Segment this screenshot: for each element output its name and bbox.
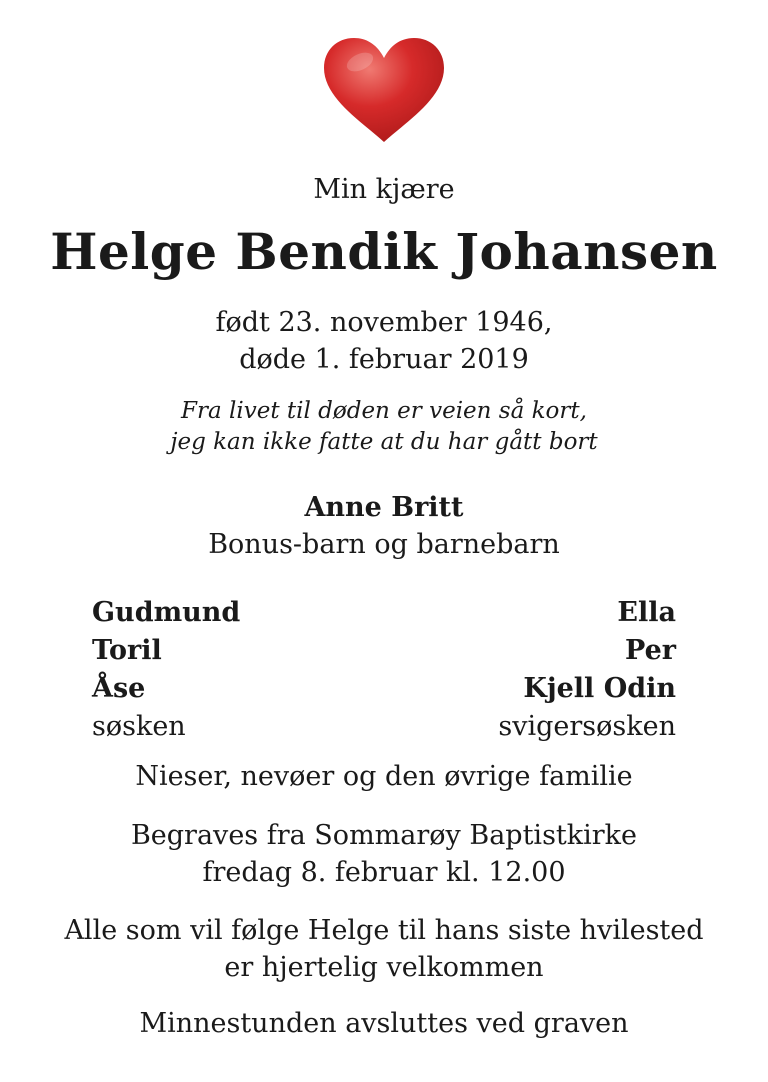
- welcome-line: Alle som vil følge Helge til hans siste hvilested: [64, 915, 704, 946]
- life-dates: [0, 304, 768, 378]
- funeral-info: [0, 817, 768, 891]
- funeral-location: Begraves fra Sommarøy Baptistkirke: [130, 820, 638, 851]
- intro-text: Min kjære: [313, 174, 455, 205]
- in-laws-list: [498, 594, 676, 746]
- deceased-name: Helge Bendik Johansen: [50, 222, 718, 281]
- poem-line: jeg kan ikke fatte at du har gått bort: [170, 429, 598, 455]
- sibling-name: Toril: [92, 635, 162, 666]
- closing-text: Minnestunden avsluttes ved graven: [139, 1008, 629, 1039]
- siblings-list: [92, 594, 240, 746]
- sibling-name: Gudmund: [92, 597, 241, 628]
- welcome-line: er hjertelig velkommen: [224, 952, 544, 983]
- in-law-name: Ella: [617, 597, 676, 628]
- sibling-name: Åse: [92, 673, 146, 704]
- in-law-name: Per: [625, 635, 676, 666]
- siblings-label: søsken: [92, 711, 186, 742]
- death-date: døde 1. februar 2019: [239, 344, 529, 375]
- extended-family: Nieser, nevøer og den øvrige familie: [135, 761, 633, 792]
- funeral-time: fredag 8. februar kl. 12.00: [202, 857, 566, 888]
- heart-icon: [322, 36, 446, 144]
- poem-line: Fra livet til døden er veien så kort,: [181, 398, 587, 424]
- welcome-text: [0, 912, 768, 986]
- bonus-family: Bonus-barn og barnebarn: [208, 529, 560, 560]
- birth-date: født 23. november 1946,: [215, 307, 553, 338]
- memorial-poem: [0, 396, 768, 458]
- partner-name: Anne Britt: [304, 492, 464, 523]
- in-laws-label: svigersøsken: [498, 711, 676, 742]
- in-law-name: Kjell Odin: [523, 673, 676, 704]
